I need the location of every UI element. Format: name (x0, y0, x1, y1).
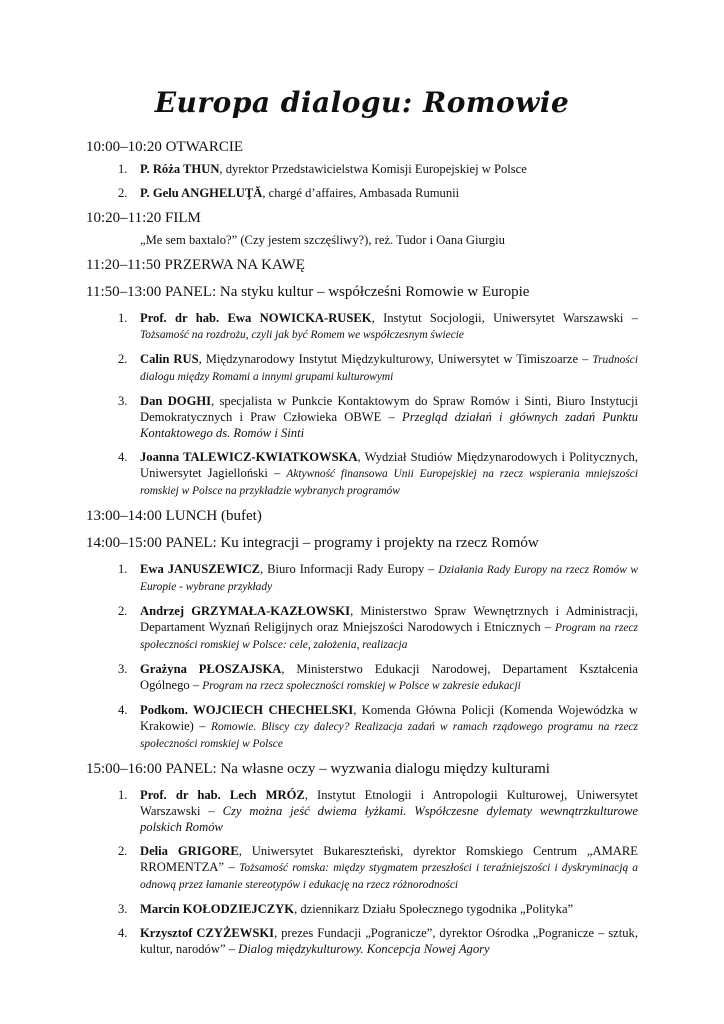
list-item (86, 925, 638, 957)
speaker-affiliation: , chargé d’affaires, Ambasada Rumunii (262, 186, 460, 200)
speaker-name: Marcin KOŁODZIEJCZYK (140, 902, 295, 916)
speaker-affiliation: , Ministerstwo Spraw Wewnętrznych i Administracji, Departament Wyznań Religijnych oraz Mniejszości Narodowych i Etnicznych – (140, 604, 638, 634)
speaker-name: Dan DOGHI (140, 394, 212, 408)
section-heading-film: 10:20–11:20 FILM (86, 210, 201, 226)
speaker-name: Joanna TALEWICZ-KWIATKOWSKA (140, 450, 358, 464)
speaker-list-panel-2 (86, 561, 638, 752)
talk-topic: Przegląd działań i głównych zadań Punktu Kontaktowego ds. Romów i Sinti (140, 410, 639, 440)
speaker-affiliation: , dyrektor Przedstawicielstwa Komisji Europejskiej w Polsce (219, 162, 527, 176)
section-heading-panel-1: 11:50–13:00 PANEL: Na styku kultur – współcześni Romowie w Europie (86, 284, 530, 300)
item-number: 3. (118, 662, 128, 676)
section-heading-break: 11:20–11:50 PRZERWA NA KAWĘ (86, 257, 305, 273)
list-item (86, 702, 638, 752)
list-item (86, 843, 638, 893)
film-description: „Me sem baxtalo?” (Czy jestem szczęśliwy?), reż. Tudor i Oana Giurgiu (140, 233, 505, 247)
talk-topic: Tożsamość romska: między stygmatem przeszłości i teraźniejszości i dyskryminacją a odnową przez łamanie stereotypów i edukację na rzecz różnorodności (140, 862, 638, 891)
speaker-name: Grażyna PŁOSZAJSKA (140, 662, 282, 676)
speaker-name: Ewa JANUSZEWICZ (140, 562, 261, 576)
item-number: 1. (118, 788, 128, 802)
speaker-affiliation: , Instytut Etnologii i Antropologii Kulturowej, Uniwersytet Warszawski – (140, 788, 638, 818)
talk-topic: Aktywność finansowa Unii Europejskiej na rzecz wspierania mniejszości romskiej w Polsce na przykładzie wybranych programów (140, 468, 638, 497)
speaker-affiliation: , specjalista w Punkcie Kontaktowym do Spraw Romów i Sinti, Biuro Instytucji Demokratycznych i Praw Człowieka OBWE – (140, 394, 638, 424)
talk-topic: Romowie. Bliscy czy dalecy? Realizacja zadań w ramach rządowego programu na rzecz społeczności romskiej w Polsce (140, 721, 638, 750)
list-item (86, 161, 638, 177)
speaker-affiliation: , Instytut Socjologii, Uniwersytet Warszawski – (371, 311, 638, 325)
item-number: 3. (118, 394, 128, 408)
list-item (86, 351, 638, 385)
item-number: 2. (118, 844, 128, 858)
list-item (86, 603, 638, 653)
speaker-name: Andrzej GRZYMAŁA-KAZŁOWSKI (140, 604, 351, 618)
section-heading-opening: 10:00–10:20 OTWARCIE (86, 139, 244, 155)
speaker-affiliation: , Ministerstwo Edukacji Narodowej, Departament Kształcenia Ogólnego – (140, 662, 638, 692)
list-item (86, 661, 638, 694)
list-item (86, 185, 638, 201)
item-number: 2. (118, 352, 128, 366)
speaker-list-opening (86, 161, 638, 201)
speaker-affiliation: , Wydział Studiów Międzynarodowych i Politycznych, Uniwersytet Jagielloński – (140, 450, 638, 480)
item-number: 4. (118, 450, 128, 464)
talk-topic: Działania Rady Europy na rzecz Romów w Europie - wybrane przykłady (140, 564, 638, 593)
speaker-affiliation: , Uniwersytet Bukareszteński, dyrektor Romskiego Centrum „AMARE RROMENTZA” – (140, 844, 638, 874)
item-number: 1. (118, 562, 128, 576)
section-heading-lunch: 13:00–14:00 LUNCH (bufet) (86, 508, 262, 524)
talk-topic: Czy można jeść dwiema łyżkami. Współczesne dylematy wewnątrzkulturowe polskich Romów (140, 804, 638, 834)
speaker-name: Prof. dr hab. Ewa NOWICKA-RUSEK (140, 311, 372, 325)
speaker-name: Delia GRIGORE (140, 844, 239, 858)
section-heading-panel-3: 15:00–16:00 PANEL: Na własne oczy – wyzwania dialogu między kulturami (86, 761, 550, 777)
item-number: 1. (118, 162, 128, 176)
talk-topic: Trudności dialogu między Romami a innymi grupami kulturowymi (140, 354, 638, 383)
speaker-name: Podkom. WOJCIECH CHECHELSKI (140, 703, 354, 717)
item-number: 2. (118, 604, 128, 618)
list-item (86, 787, 638, 835)
speaker-name: Prof. dr hab. Lech MRÓZ (140, 788, 305, 802)
speaker-name: Krzysztof CZYŻEWSKI (140, 926, 275, 940)
talk-topic: Tożsamość na rozdrożu, czyli jak być Romem we współczesnym świecie (140, 329, 464, 341)
talk-topic: Program na rzecz społeczności romskiej w Polsce: cele, założenia, realizacja (140, 622, 638, 651)
list-item (86, 449, 638, 499)
list-item (86, 310, 638, 343)
speaker-affiliation: , Międzynarodowy Instytut Międzykulturowy, Uniwersytet w Timiszoarze – (198, 352, 593, 366)
program-content (86, 138, 638, 965)
speaker-name: Calin RUS (140, 352, 199, 366)
speaker-affiliation: , prezes Fundacji „Pogranicze”, dyrektor Ośrodka „Pogranicze – sztuk, kultur, narodów” – (140, 926, 638, 956)
talk-topic: Program na rzecz społeczności romskiej w Polsce w zakresie edukacji (202, 680, 521, 692)
page-title: Europa dialogu: Romowie (154, 86, 570, 119)
item-number: 2. (118, 186, 128, 200)
item-number: 3. (118, 902, 128, 916)
speaker-name: P. Róża THUN (140, 162, 220, 176)
item-number: 4. (118, 703, 128, 717)
speaker-name: P. Gelu ANGHELUŢĂ (140, 186, 263, 200)
section-heading-panel-2: 14:00–15:00 PANEL: Ku integracji – programy i projekty na rzecz Romów (86, 535, 539, 551)
item-number: 4. (118, 926, 128, 940)
talk-topic: Dialog międzykulturowy. Koncepcja Nowej Agory (238, 942, 490, 956)
speaker-list-panel-1 (86, 310, 638, 499)
list-item (86, 901, 638, 917)
speaker-list-panel-3 (86, 787, 638, 957)
item-number: 1. (118, 311, 128, 325)
speaker-affiliation: , Komenda Główna Policji (Komenda Wojewódzka w Krakowie) – (140, 703, 638, 733)
list-item (86, 561, 638, 595)
speaker-affiliation: , dziennikarz Działu Społecznego tygodnika „Polityka” (294, 902, 574, 916)
list-item (86, 393, 638, 441)
speaker-affiliation: , Biuro Informacji Rady Europy – (260, 562, 439, 576)
